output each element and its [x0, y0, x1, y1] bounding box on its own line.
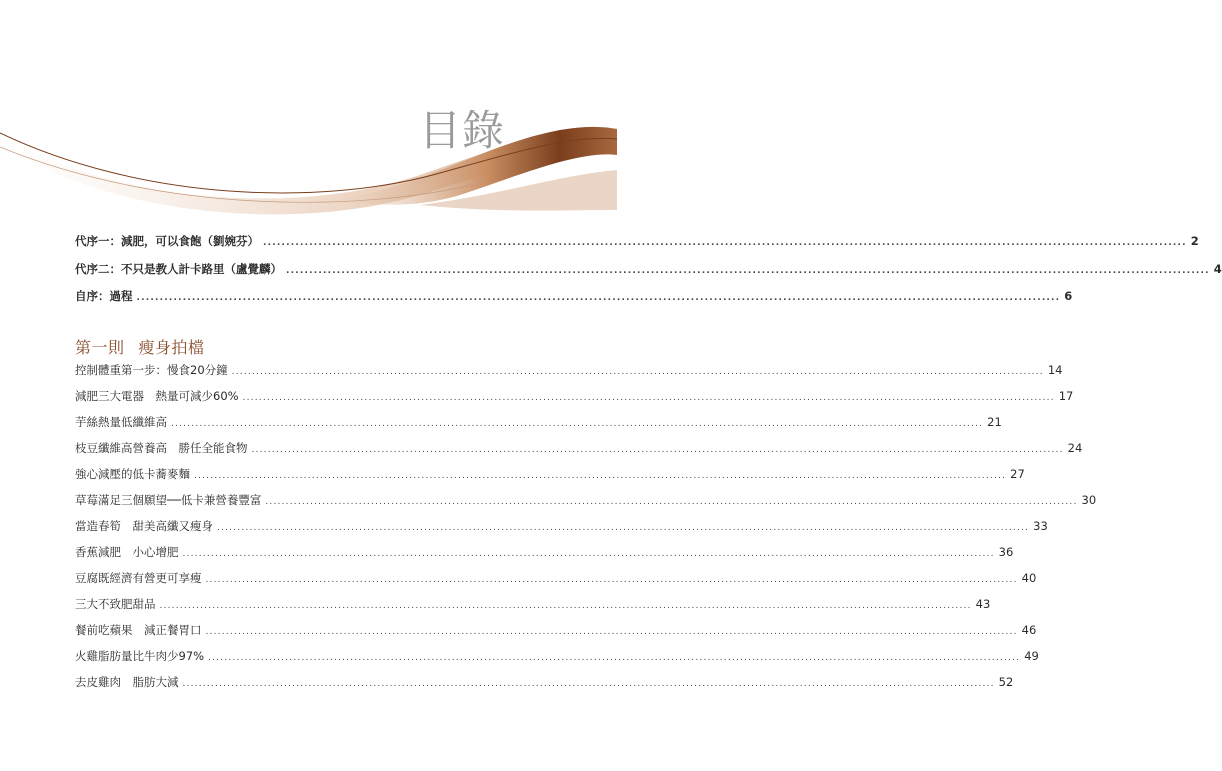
dot-leader: ........................................................................................................................................................................................................: [217, 523, 1030, 533]
page-title: 目錄: [418, 106, 505, 155]
chapter-entry-label: 強心減壓的低卡蕎麥麵: [75, 467, 190, 481]
chapter-entry-row[interactable]: [75, 487, 1097, 513]
section-title: 瘦身拍檔: [138, 338, 205, 357]
preface-row[interactable]: [75, 283, 1073, 311]
chapter-entry-page-number: 21: [987, 415, 1002, 429]
dot-leader: ........................................................................................................................................................................................................: [182, 549, 995, 559]
chapter-entry-row[interactable]: [75, 383, 1074, 409]
decorative-swoosh: [0, 95, 617, 225]
chapter-entry-page-number: 40: [1021, 571, 1037, 585]
preface-label: 自序：過程: [75, 289, 133, 304]
chapter-entry-row[interactable]: [75, 591, 991, 617]
chapter-entry-label: 枝豆纖維高營養高 勝任全能食物: [75, 441, 248, 455]
chapter-entry-page-number: 43: [975, 597, 991, 611]
dot-leader: ........................................................................................................................................................................................................: [242, 393, 1055, 403]
preface-page-number: 6: [1064, 289, 1073, 304]
chapter-entry-row[interactable]: [75, 357, 1063, 383]
dot-leader: ........................................................................................................................................................................................................: [231, 367, 1044, 377]
preface-list: [75, 228, 1222, 311]
chapter-entry-label: 減肥三大電器 熱量可減少60%: [75, 389, 239, 403]
chapter-entry-label: 控制體重第一步：慢食20分鐘: [75, 363, 228, 377]
dot-leader: ........................................................................................................................................................................................................: [182, 679, 995, 689]
dot-leader: ........................................................................................................................................................................................................: [265, 497, 1078, 507]
preface-label: 代序一：減肥，可以食飽（劉婉芬）: [75, 234, 259, 248]
dot-leader: ........................................................................................................................................................................................................: [251, 445, 1064, 455]
section-heading: [75, 335, 205, 358]
preface-page-number: 2: [1190, 234, 1199, 248]
chapter-entry-page-number: 36: [998, 545, 1014, 559]
chapter-entry-row[interactable]: [75, 565, 1037, 591]
chapter-entry-row[interactable]: [75, 435, 1083, 461]
chapter-entry-page-number: 49: [1024, 649, 1039, 663]
chapter-entry-page-number: 46: [1021, 623, 1037, 637]
chapter-entry-page-number: 27: [1010, 467, 1025, 481]
chapter-entry-row[interactable]: [75, 617, 1037, 643]
chapter-entry-page-number: 17: [1058, 389, 1074, 403]
chapter-entry-label: 草莓滿足三個願望──低卡兼營養豐富: [75, 493, 262, 507]
section-number: 第一則: [75, 338, 125, 357]
preface-label: 代序二：不只是教人計卡路里（盧覺麟）: [75, 261, 282, 276]
preface-row[interactable]: [75, 228, 1199, 256]
chapter-entry-row[interactable]: [75, 409, 1002, 435]
chapter-entry-row[interactable]: [75, 669, 1014, 695]
chapter-entry-label: 當造春筍 甜美高纖又瘦身: [75, 519, 213, 533]
chapter-entry-label: 豆腐既經濟有營更可享瘦: [75, 571, 202, 585]
chapter-entry-page-number: 14: [1047, 363, 1063, 377]
chapter-entry-label: 香蕉減肥 小心增肥: [75, 545, 179, 559]
dot-leader: ........................................................................................................................................................................................................: [208, 653, 1021, 663]
chapter-entry-row[interactable]: [75, 643, 1039, 669]
chapter-entry-page-number: 30: [1081, 493, 1097, 507]
dot-leader: ........................................................................................................................................................................................................: [171, 419, 984, 429]
chapter-entry-page-number: 52: [998, 675, 1014, 689]
dot-leader: ........................................................................................................................................................................................................: [263, 238, 1187, 248]
dot-leader: ........................................................................................................................................................................................................: [205, 575, 1018, 585]
dot-leader: ........................................................................................................................................................................................................: [194, 471, 1007, 481]
chapter-entry-list: [75, 357, 1097, 695]
chapter-entry-label: 芋絲熱量低纖維高: [75, 415, 167, 429]
dot-leader: ........................................................................................................................................................................................................: [286, 265, 1210, 276]
dot-leader: ........................................................................................................................................................................................................: [159, 601, 972, 611]
dot-leader: ........................................................................................................................................................................................................: [136, 293, 1061, 304]
chapter-entry-label: 火雞脂肪量比牛肉少97%: [75, 649, 205, 663]
chapter-entry-page-number: 33: [1033, 519, 1048, 533]
preface-row[interactable]: [75, 256, 1222, 284]
preface-page-number: 4: [1213, 261, 1222, 276]
dot-leader: ........................................................................................................................................................................................................: [205, 627, 1018, 637]
chapter-entry-row[interactable]: [75, 461, 1025, 487]
chapter-entry-row[interactable]: [75, 539, 1014, 565]
chapter-entry-label: 去皮雞肉 脂肪大減: [75, 675, 179, 689]
chapter-entry-label: 餐前吃蘋果 減正餐胃口: [75, 623, 202, 637]
chapter-entry-row[interactable]: [75, 513, 1048, 539]
chapter-entry-page-number: 24: [1067, 441, 1083, 455]
chapter-entry-label: 三大不致肥甜品: [75, 597, 156, 611]
